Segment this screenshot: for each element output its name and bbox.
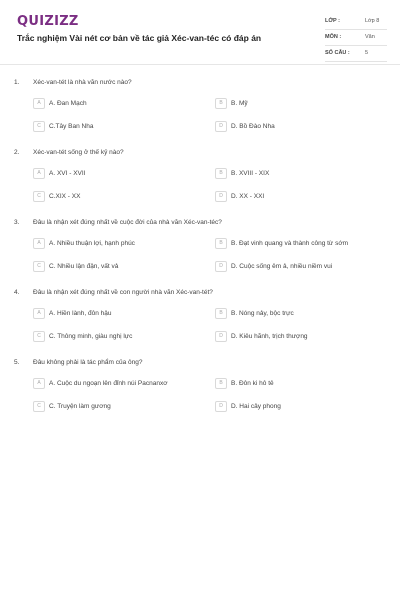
- option-letter-badge: B: [215, 168, 227, 179]
- option-text: C. Thông minh, giàu nghị lực: [49, 333, 133, 340]
- question-text: Đâu không phải là tác phẩm của ông?: [33, 359, 143, 366]
- meta-value: Văn: [365, 34, 375, 40]
- question-5: [0, 359, 400, 419]
- question-2: [0, 149, 400, 209]
- option-letter-badge: B: [215, 308, 227, 319]
- option-letter-badge: A: [33, 378, 45, 389]
- meta-key: LỚP :: [325, 18, 340, 24]
- question-4: [0, 289, 400, 349]
- option-letter-badge: C: [33, 401, 45, 412]
- option-text: A. Cuộc du ngoạn lên đỉnh núi Pacnanxơ: [49, 380, 168, 387]
- question-text: Đâu là nhận xét đúng nhất về con người nhà văn Xéc-van-tét?: [33, 289, 213, 296]
- option-letter-badge: A: [33, 308, 45, 319]
- question-number: 5.: [14, 359, 20, 366]
- option-letter-badge: C: [33, 261, 45, 272]
- meta-key: SỐ CÂU :: [325, 50, 350, 56]
- question-text: Xéc-van-tét là nhà văn nước nào?: [33, 79, 132, 86]
- option-text: C. Nhiều lận đận, vất vả: [49, 263, 119, 270]
- option-text: A. Nhiều thuận lợi, hạnh phúc: [49, 240, 135, 247]
- option-letter-badge: A: [33, 98, 45, 109]
- question-3: [0, 219, 400, 279]
- option-text: A. Hiền lành, đôn hậu: [49, 310, 112, 317]
- option-letter-badge: D: [215, 261, 227, 272]
- option-text: D. Kiêu hãnh, trịch thượng: [231, 333, 308, 340]
- question-text: Xéc-van-tét sống ở thế kỷ nào?: [33, 149, 124, 156]
- question-1: [0, 79, 400, 139]
- option-text: B. Đạt vinh quang và thành công từ sớm: [231, 240, 349, 247]
- meta-box: [325, 14, 387, 62]
- option-text: B. Đôn ki hô tê: [231, 380, 274, 387]
- meta-key: MÔN :: [325, 34, 342, 40]
- question-number: 1.: [14, 79, 20, 86]
- option-letter-badge: D: [215, 331, 227, 342]
- quizizz-logo: QUIZIZZ: [17, 14, 79, 29]
- option-text: D. Bồ Đào Nha: [231, 123, 275, 130]
- meta-row-class: [325, 14, 387, 30]
- option-letter-badge: C: [33, 331, 45, 342]
- header-divider: [0, 64, 400, 65]
- option-text: B. Nóng nảy, bộc trực: [231, 310, 294, 317]
- option-text: A. XVI - XVII: [49, 170, 86, 177]
- option-letter-badge: B: [215, 98, 227, 109]
- question-number: 4.: [14, 289, 20, 296]
- meta-row-subject: [325, 30, 387, 46]
- question-number: 3.: [14, 219, 20, 226]
- option-text: C.Tây Ban Nha: [49, 123, 94, 130]
- option-letter-badge: C: [33, 191, 45, 202]
- option-text: A. Đan Mạch: [49, 100, 87, 107]
- option-text: D. Hai cây phong: [231, 403, 281, 410]
- option-text: B. XVIII - XIX: [231, 170, 270, 177]
- question-text: Đâu là nhận xét đúng nhất về cuộc đời của nhà văn Xéc-van-téc?: [33, 219, 222, 226]
- option-letter-badge: B: [215, 378, 227, 389]
- option-letter-badge: A: [33, 238, 45, 249]
- meta-row-count: [325, 46, 387, 62]
- option-letter-badge: D: [215, 191, 227, 202]
- option-text: C.XIX - XX: [49, 193, 81, 200]
- option-letter-badge: B: [215, 238, 227, 249]
- page-title: Trắc nghiệm Vài nét cơ bản về tác giả Xéc-van-téc có đáp án: [17, 33, 262, 43]
- meta-value: Lớp 8: [365, 18, 380, 24]
- option-text: D. XX - XXI: [231, 193, 265, 200]
- option-letter-badge: D: [215, 401, 227, 412]
- option-letter-badge: D: [215, 121, 227, 132]
- option-text: D. Cuộc sống êm ả, nhiều niềm vui: [231, 263, 333, 270]
- question-number: 2.: [14, 149, 20, 156]
- meta-value: 5: [365, 50, 369, 56]
- worksheet-header: [15, 14, 387, 56]
- option-text: B. Mỹ: [231, 100, 248, 107]
- option-text: C. Truyện làm gương: [49, 403, 111, 410]
- option-letter-badge: A: [33, 168, 45, 179]
- option-letter-badge: C: [33, 121, 45, 132]
